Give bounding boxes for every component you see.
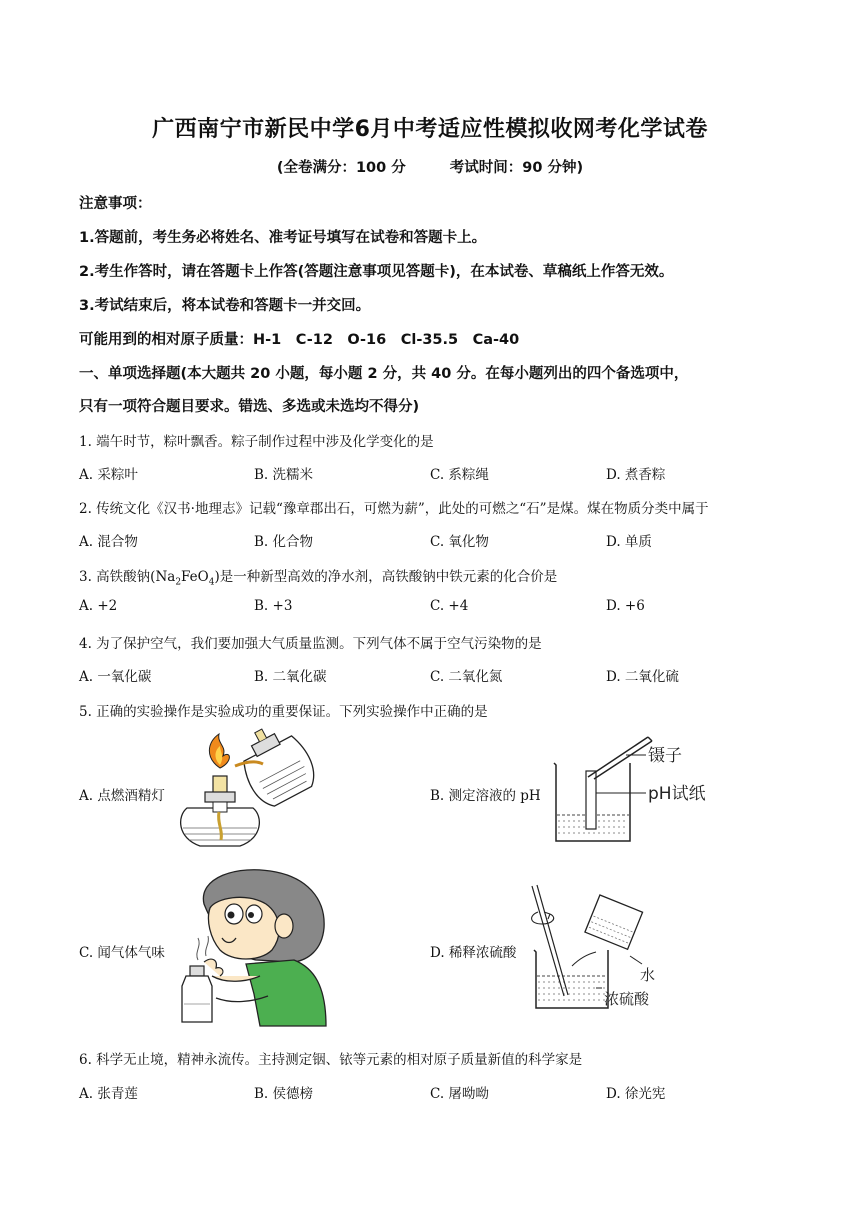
q1-option-d: D. 煮香粽 (606, 467, 666, 483)
q6-option-b: B. 侯德榜 (254, 1086, 314, 1102)
q3-option-b: B. +3 (254, 598, 293, 614)
dilute-acid-figure (528, 884, 678, 1012)
q3-option-d: D. +6 (606, 598, 645, 614)
q6-option-a: A. 张青莲 (79, 1086, 138, 1102)
tweezers-label: 镊子 (648, 746, 682, 766)
note-item-1: 1.答题前，考生务必将姓名、准考证号填写在试卷和答题卡上。 (79, 230, 487, 246)
water-label: 水 (640, 966, 656, 984)
ph-test-figure (548, 733, 718, 848)
section1-heading: 一、单项选择题(本大题共 20 小题，每小题 2 分，共 40 分。在每小题列出的四个备选项中， (79, 366, 689, 382)
q6-option-c: C. 屠呦呦 (430, 1086, 489, 1102)
q4-option-c: C. 二氧化氮 (430, 669, 503, 685)
exam-title: 广西南宁市新民中学6月中考适应性模拟收网考化学试卷 (152, 117, 708, 142)
note-item-2: 2.考生作答时，请在答题卡上作答(答题注意事项见答题卡)，在本试卷、草稿纸上作答无效。 (79, 264, 674, 280)
q4-option-a: A. 一氧化碳 (79, 669, 152, 685)
acid-label: 浓硫酸 (604, 990, 650, 1008)
question-6-stem: 6. 科学无止境，精神永流传。主持测定铟、铱等元素的相对原子质量新值的科学家是 (79, 1052, 583, 1068)
exam-subtitle (0, 156, 860, 177)
q5-option-a: A. 点燃酒精灯 (79, 788, 165, 804)
section1-heading-cont: 只有一项符合题目要求。错选、多选或未选均不得分) (79, 399, 420, 415)
q3-option-a: A. +2 (79, 598, 118, 614)
q2-option-d: D. 单质 (606, 534, 652, 550)
q2-option-a: A. 混合物 (79, 534, 138, 550)
atomic-masses: 可能用到的相对原子质量：H-1 C-12 O-16 Cl-35.5 Ca-40 (79, 332, 520, 348)
exam-time: 考试时间：90 分钟) (449, 160, 584, 176)
q4-option-d: D. 二氧化硫 (606, 669, 679, 685)
q4-option-b: B. 二氧化碳 (254, 669, 327, 685)
question-4-stem: 4. 为了保护空气，我们要加强大气质量监测。下列气体不属于空气污染物的是 (79, 636, 542, 652)
alcohol-lamp-figure (175, 728, 330, 853)
smell-gas-figure (176, 864, 341, 1029)
q5-option-b: B. 测定溶液的 pH (430, 788, 541, 804)
q2-option-b: B. 化合物 (254, 534, 314, 550)
q6-option-d: D. 徐光宪 (606, 1086, 666, 1102)
q1-option-b: B. 洗糯米 (254, 467, 314, 483)
q3-option-c: C. +4 (430, 598, 469, 614)
question-5-stem: 5. 正确的实验操作是实验成功的重要保证。下列实验操作中正确的是 (79, 704, 488, 720)
ph-paper-label: pH试纸 (648, 784, 706, 804)
question-3-stem: 3. 高铁酸钠$(Na_2FeO_4)$是一种新型高效的净水剂，高铁酸钠中铁元素的化合价是 (79, 569, 558, 588)
q2-option-c: C. 氧化物 (430, 534, 489, 550)
q5-option-d: D. 稀释浓硫酸 (430, 945, 517, 961)
note-item-3: 3.考试结束后，将本试卷和答题卡一并交回。 (79, 298, 371, 314)
full-score: (全卷满分：100 分 (276, 160, 406, 176)
q5-option-c: C. 闻气体气味 (79, 945, 165, 961)
q1-option-c: C. 系粽绳 (430, 467, 489, 483)
notes-heading: 注意事项： (79, 196, 152, 212)
q1-option-a: A. 采粽叶 (79, 467, 138, 483)
question-1-stem: 1. 端午时节，粽叶飘香。粽子制作过程中涉及化学变化的是 (79, 434, 434, 450)
question-2-stem: 2. 传统文化《汉书·地理志》记载“豫章郡出石，可燃为薪”，此处的可燃之“石”是煤。煤在物质分类中属于 (79, 501, 709, 517)
